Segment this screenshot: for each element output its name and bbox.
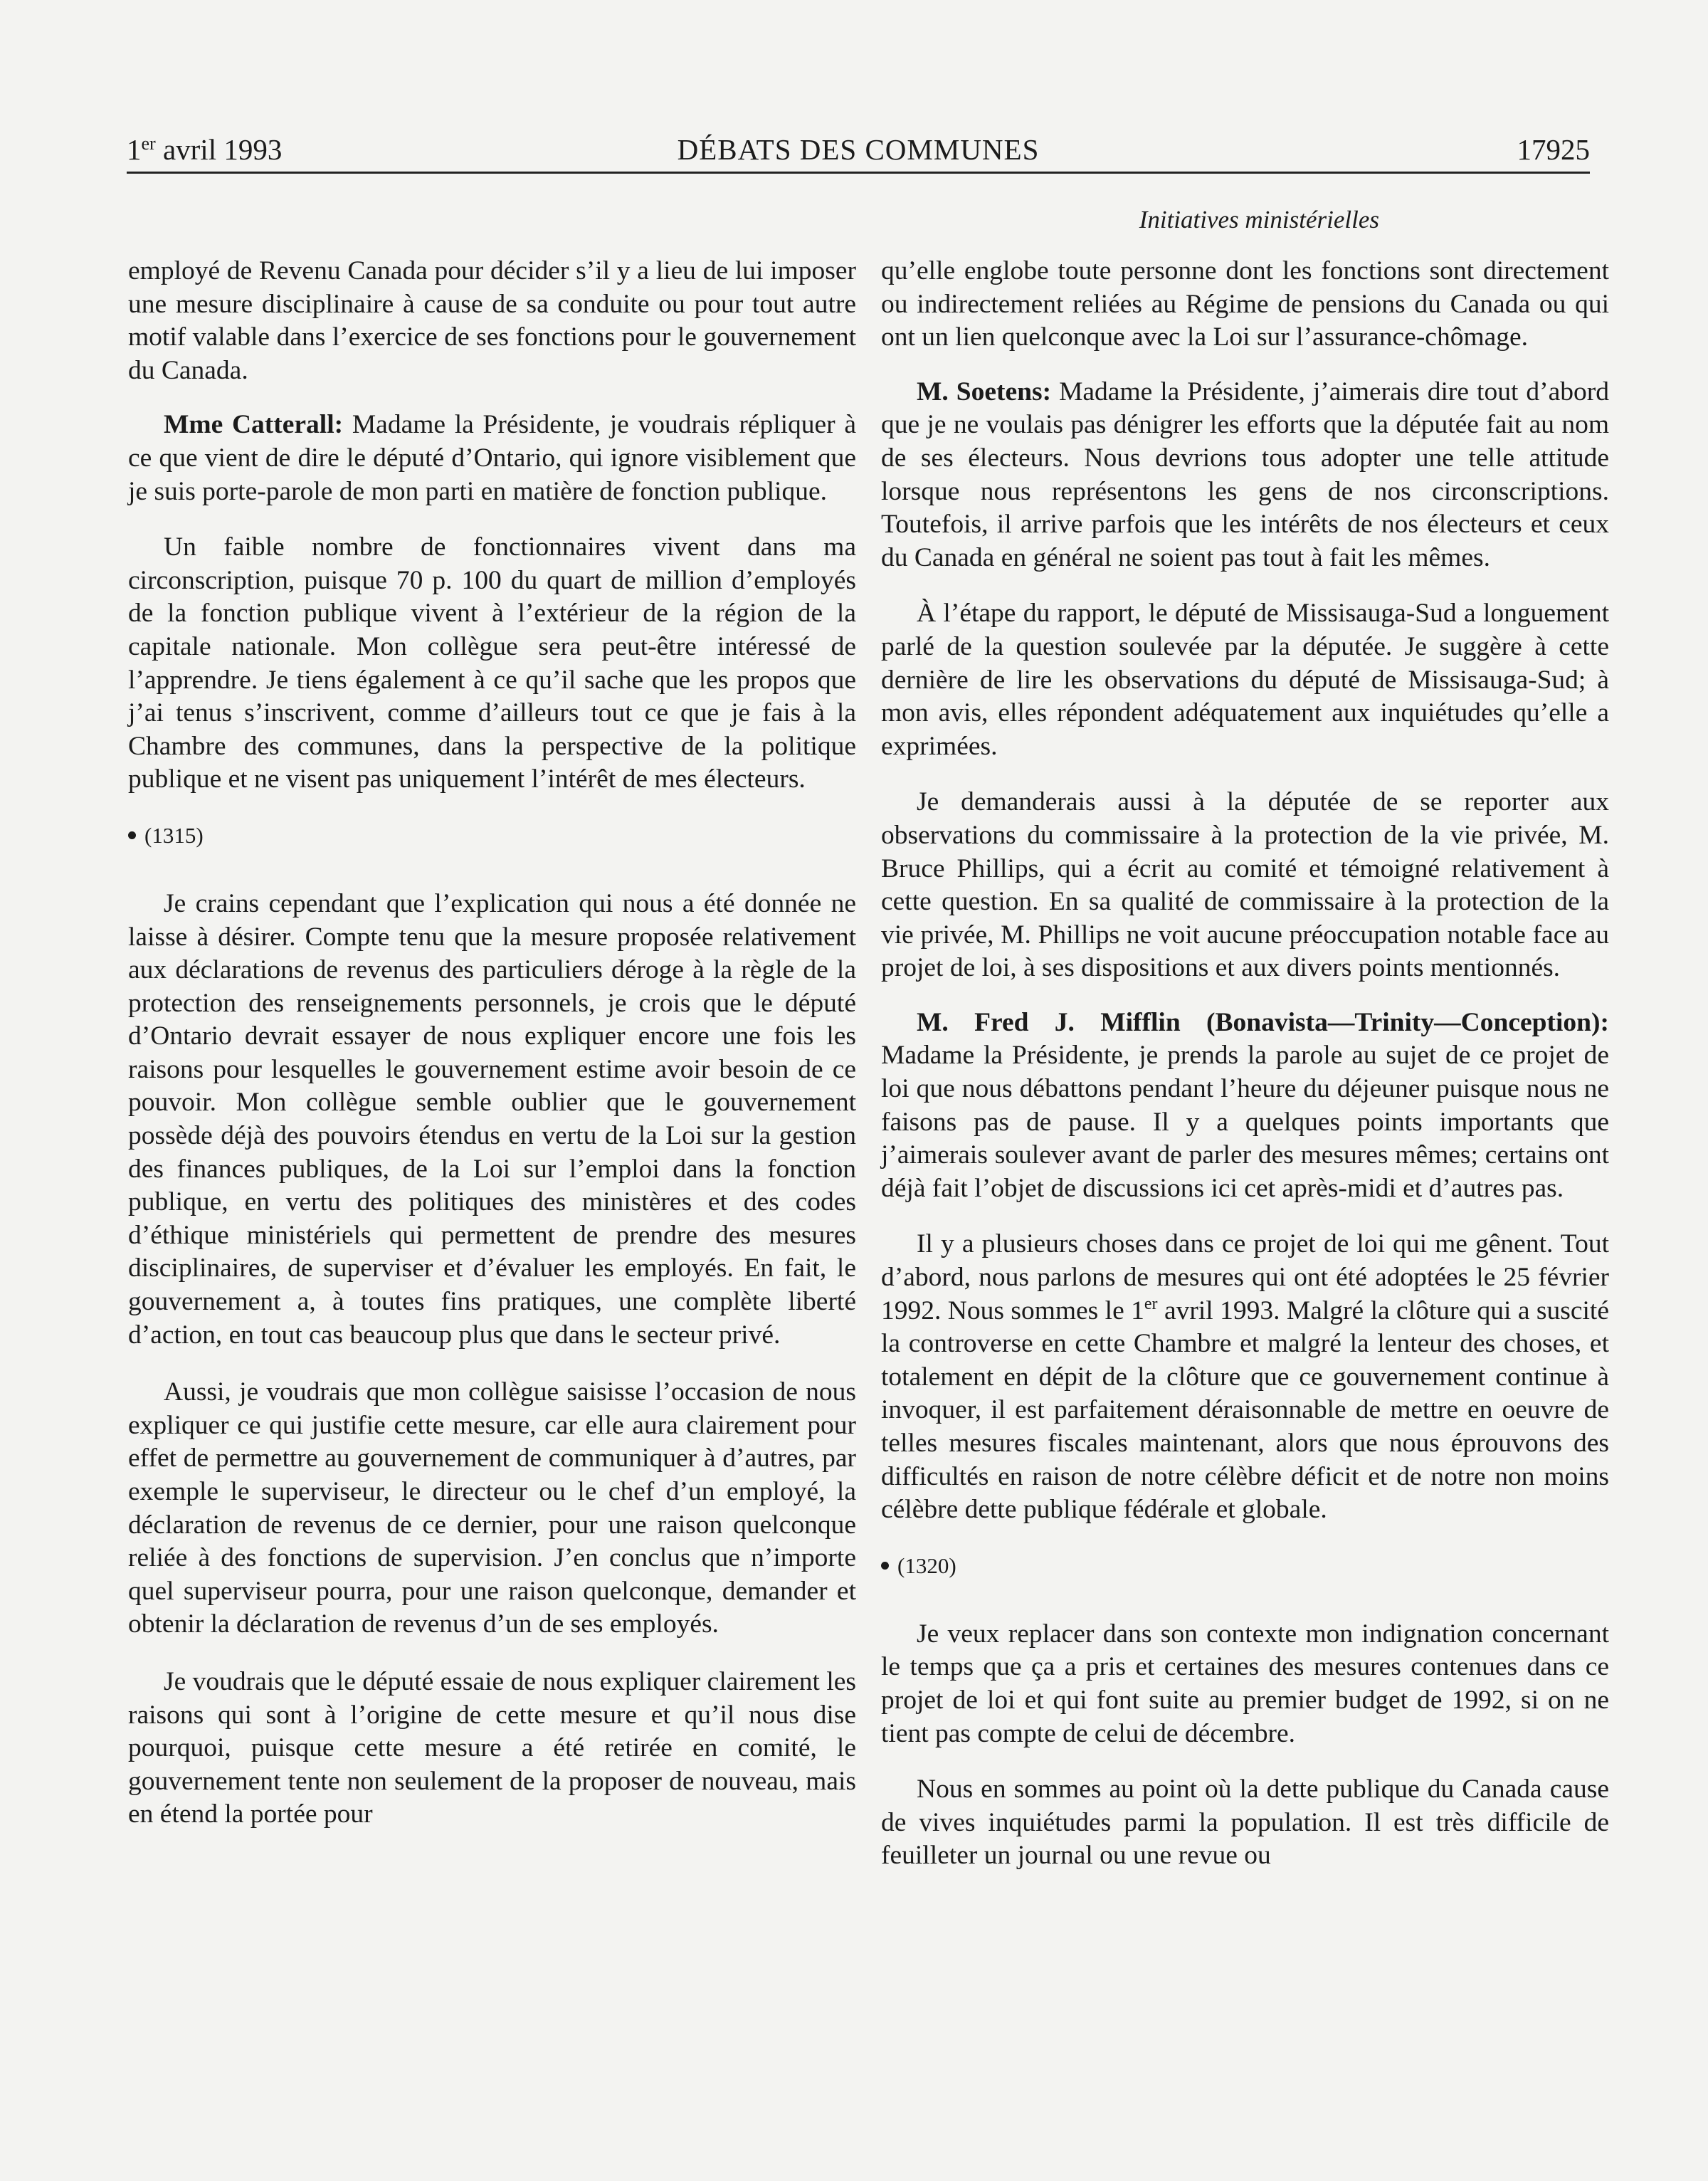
speaker-name: Mme Catterall: (164, 410, 344, 440)
paragraph: M. Fred J. Mifflin (Bonavista—Trinity—Conception): Madame la Présidente, je prends la parole au sujet de ce projet de loi que nous débattons pendant l’heure du déjeuner puisque nous ne faisons pas de pause. Il y a quelques points importants que j’aimerais soulever avant de parler des mesures mêmes; certains ont déjà fait l’objet de discussions ici cet après-midi et d’autres pas. (881, 1007, 1609, 1203)
time-marker: (1320) (881, 1551, 1609, 1581)
header-rule (127, 172, 1590, 174)
paragraph: Je crains cependant que l’explication qui nous a été donnée ne laisse à désirer. Compte tenu que la mesure proposée relativement aux déclarations de revenus des particuliers déroge à la règle de la protection des renseignements personnels, je crois que le député d’Ontario devrait essayer de nous expliquer encore une fois les raisons pour lesquelles le gouvernement estime avoir besoin de ce pouvoir. Mon collègue semble oublier que le gouvernement possède déjà des pouvoirs étendus en vertu de la Loi sur la gestion des finances publiques, de la Loi sur l’emploi dans la fonction publique, en vertu des politiques des ministères et des codes d’éthique ministériels qui permettent de prendre des mesures disciplinaires, de superviser et d’évaluer les employés. En fait, le gouvernement a, à toutes fins pratiques, une complète liberté d’action, en tout cas beaucoup plus que dans le secteur privé. (128, 888, 856, 1350)
bullet-icon (128, 831, 136, 839)
paragraph: À l’étape du rapport, le député de Missisauga-Sud a longuement parlé de la question soulevée par la députée. Je suggère à cette dernière de lire les observations du député de Missisauga-Sud; à mon avis, elles répondent adéquatement aux inquiétudes qu’elle a exprimées. (881, 599, 1609, 761)
left-column (128, 255, 856, 1831)
paragraph: Un faible nombre de fonctionnaires vivent dans ma circonscription, puisque 70 p. 100 du quart de million d’employés de la fonction publique vivent à l’extérieur de la région de la capitale nationale. Mon collègue sera peut-être intéressé de l’apprendre. Je tiens également à ce qu’il sache que les propos que j’ai tenus s’inscrivent, comme d’ailleurs tout ce que je fais à la Chambre des communes, dans la perspective de la politique publique et ne visent pas uniquement l’intérêt de mes électeurs. (128, 532, 856, 794)
right-column (881, 255, 1609, 1873)
paragraph: Nous en sommes au point où la dette publique du Canada cause de vives inquiétudes parmi la population. Il est très difficile de feuilleter un journal ou une revue ou (881, 1775, 1609, 1871)
paragraph: Il y a plusieurs choses dans ce projet de loi qui me gênent. Tout d’abord, nous parlons de mesures qui ont été adoptées le 25 février 1992. Nous sommes le 1er avril 1993. Malgré la clôture qui a suscité la controverse en cette Chambre et malgré la lenteur des choses, et totalement en dépit de la clôture que ce gouvernement continue à invoquer, il est parfaitement déraisonnable de mettre en oeuvre de telles mesures fiscales maintenant, alors que nous éprouvons des difficultés en raison de notre célèbre déficit et de notre non moins célèbre dette publique fédérale et globale. (881, 1229, 1609, 1525)
paragraph: Mme Catterall: Madame la Présidente, je voudrais répliquer à ce que vient de dire le député d’Ontario, qui ignore visiblement que je suis porte-parole de mon parti en matière de fonction publique. (128, 410, 856, 506)
speaker-name: M. Soetens: (917, 377, 1052, 406)
paragraph: employé de Revenu Canada pour décider s’il y a lieu de lui imposer une mesure disciplinaire à cause de sa conduite ou pour tout autre motif valable dans l’exercice de ses fonctions pour le gouvernement du Canada. (128, 256, 856, 385)
header-page-number: 17925 (1517, 133, 1590, 166)
paragraph: qu’elle englobe toute personne dont les fonctions sont directement ou indirectement reliées au Régime de pensions du Canada ou qui ont un lien quelconque avec la Loi sur l’assurance-chômage. (881, 256, 1609, 352)
speaker-name: M. Fred J. Mifflin (Bonavista—Trinity—Conception): (917, 1007, 1609, 1037)
header-date: 1er avril 1993 (127, 133, 283, 166)
section-label: Initiatives ministérielles (1139, 206, 1379, 233)
time-marker: (1315) (128, 821, 856, 851)
paragraph: Je voudrais que le député essaie de nous expliquer clairement les raisons qui sont à l’origine de cette mesure et qu’il nous dise pourquoi, puisque cette mesure a été retirée en comité, le gouvernement tente non seulement de la proposer de nouveau, mais en étend la portée pour (128, 1666, 856, 1829)
paragraph: M. Soetens: Madame la Présidente, j’aimerais dire tout d’abord que je ne voulais pas dénigrer les efforts que la députée fait au nom de ses électeurs. Nous devrions tous adopter une telle attitude lorsque nous représentons les gens de nos circonscriptions. Toutefois, il arrive parfois que les intérêts de nos électeurs et ceux du Canada en général ne soient pas tout à fait les mêmes. (881, 377, 1609, 572)
header-title: DÉBATS DES COMMUNES (677, 133, 1040, 166)
bullet-icon (881, 1562, 889, 1570)
paragraph: Je demanderais aussi à la députée de se reporter aux observations du commissaire à la protection de la vie privée, M. Bruce Phillips, qui a écrit au comité et témoigné relativement à cette question. En sa qualité de commissaire à la protection de la vie privée, M. Phillips ne voit aucune préoccupation notable face au projet de loi, à ses dispositions et aux divers points mentionnés. (881, 787, 1609, 983)
paragraph: Je veux replacer dans son contexte mon indignation concernant le temps que ça a pris et certaines des mesures contenues dans ce projet de loi et qui font suite au premier budget de 1992, si on ne tient pas compte de celui de décembre. (881, 1619, 1609, 1748)
paragraph: Aussi, je voudrais que mon collègue saisisse l’occasion de nous expliquer ce qui justifie cette mesure, car elle aura clairement pour effet de permettre au gouvernement de communiquer à d’autres, par exemple le superviseur, le directeur ou le chef d’un employé, la déclaration de revenus de ce dernier, pour une raison quelconque reliée à des fonctions de supervision. J’en conclus que n’importe quel superviseur pourra, pour une raison quelconque, demander et obtenir la déclaration de revenus d’un de ses employés. (128, 1377, 856, 1639)
page-header (127, 128, 1590, 171)
